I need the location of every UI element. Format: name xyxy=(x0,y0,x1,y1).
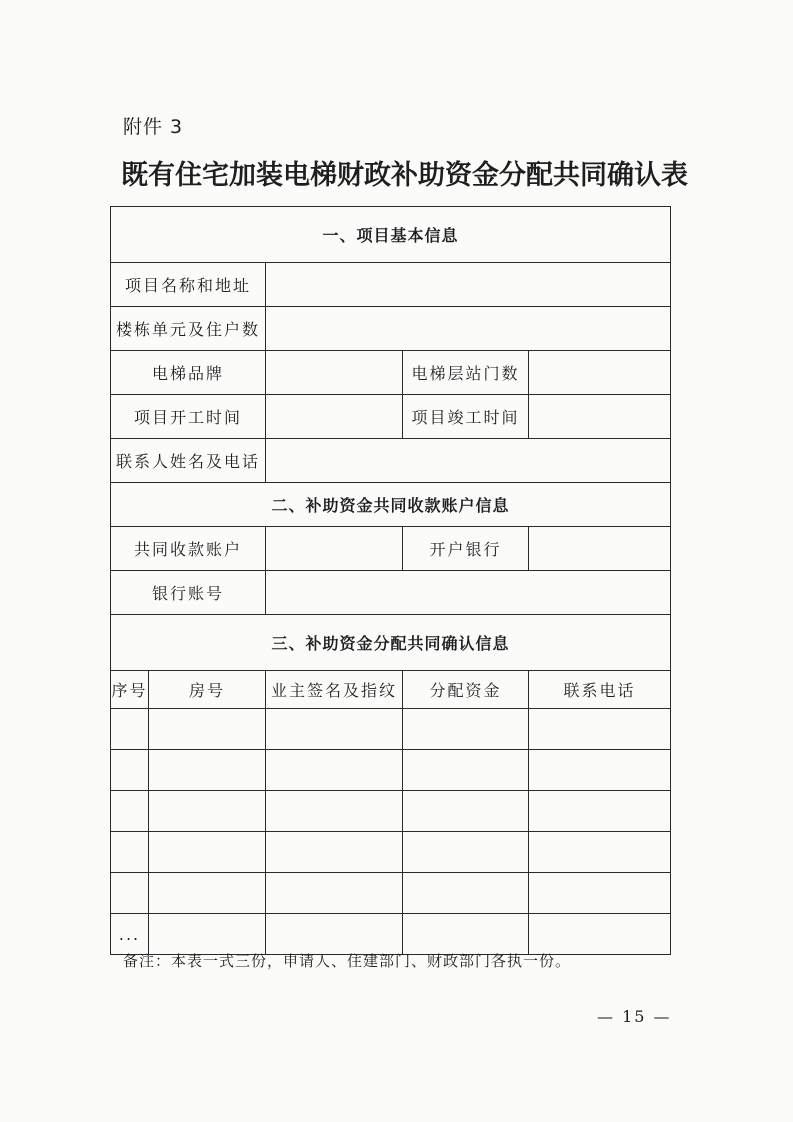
project-name-label: 项目名称和地址 xyxy=(111,263,266,307)
cell[interactable] xyxy=(403,709,529,750)
cell[interactable] xyxy=(529,873,671,914)
contact-value[interactable] xyxy=(266,439,671,483)
col-header-seq: 序号 xyxy=(111,671,149,709)
cell[interactable] xyxy=(149,873,266,914)
last-row-marker: ... xyxy=(111,914,149,955)
cell[interactable] xyxy=(529,791,671,832)
col-header-phone: 联系电话 xyxy=(529,671,671,709)
form-title: 既有住宅加装电梯财政补助资金分配共同确认表 xyxy=(121,160,688,191)
cell[interactable] xyxy=(149,914,266,955)
cell[interactable] xyxy=(403,791,529,832)
cell[interactable] xyxy=(111,791,149,832)
contact-label: 联系人姓名及电话 xyxy=(111,439,266,483)
elevator-brand-value[interactable] xyxy=(266,351,403,395)
col-header-funds: 分配资金 xyxy=(403,671,529,709)
cell[interactable] xyxy=(529,750,671,791)
elevator-floors-label: 电梯层站门数 xyxy=(403,351,529,395)
table-row xyxy=(111,873,671,914)
cell[interactable] xyxy=(529,914,671,955)
bank-value[interactable] xyxy=(529,527,671,571)
cell[interactable] xyxy=(266,709,403,750)
cell[interactable] xyxy=(111,832,149,873)
attachment-label: 附件 3 xyxy=(123,116,184,138)
elevator-floors-value[interactable] xyxy=(529,351,671,395)
finish-time-label: 项目竣工时间 xyxy=(403,395,529,439)
account-value[interactable] xyxy=(266,527,403,571)
cell[interactable] xyxy=(111,750,149,791)
section1-heading: 一、项目基本信息 xyxy=(111,207,671,263)
building-units-label: 楼栋单元及住户数 xyxy=(111,307,266,351)
cell[interactable] xyxy=(111,873,149,914)
cell[interactable] xyxy=(266,832,403,873)
table-row xyxy=(111,832,671,873)
cell[interactable] xyxy=(403,914,529,955)
confirmation-form xyxy=(110,206,671,955)
cell[interactable] xyxy=(529,709,671,750)
cell[interactable] xyxy=(266,914,403,955)
start-time-label: 项目开工时间 xyxy=(111,395,266,439)
start-time-value[interactable] xyxy=(266,395,403,439)
col-header-room: 房号 xyxy=(149,671,266,709)
cell[interactable] xyxy=(266,873,403,914)
cell[interactable] xyxy=(403,750,529,791)
cell[interactable] xyxy=(111,709,149,750)
project-name-value[interactable] xyxy=(266,263,671,307)
table-row xyxy=(111,914,671,955)
cell[interactable] xyxy=(149,709,266,750)
finish-time-value[interactable] xyxy=(529,395,671,439)
cell[interactable] xyxy=(403,832,529,873)
bank-account-value[interactable] xyxy=(266,571,671,615)
table-row xyxy=(111,791,671,832)
account-label: 共同收款账户 xyxy=(111,527,266,571)
building-units-value[interactable] xyxy=(266,307,671,351)
cell[interactable] xyxy=(149,832,266,873)
table-row xyxy=(111,750,671,791)
cell[interactable] xyxy=(403,873,529,914)
bank-account-label: 银行账号 xyxy=(111,571,266,615)
section3-heading: 三、补助资金分配共同确认信息 xyxy=(111,615,671,671)
footer-note: 备注：本表一式三份，申请人、住建部门、财政部门各执一份。 xyxy=(123,952,572,970)
cell[interactable] xyxy=(149,791,266,832)
table-row xyxy=(111,709,671,750)
cell[interactable] xyxy=(266,791,403,832)
section2-heading: 二、补助资金共同收款账户信息 xyxy=(111,483,671,527)
cell[interactable] xyxy=(149,750,266,791)
cell[interactable] xyxy=(529,832,671,873)
page-number: — 15 — xyxy=(597,1007,672,1026)
bank-label: 开户银行 xyxy=(403,527,529,571)
cell[interactable] xyxy=(266,750,403,791)
elevator-brand-label: 电梯品牌 xyxy=(111,351,266,395)
col-header-signature: 业主签名及指纹 xyxy=(266,671,403,709)
